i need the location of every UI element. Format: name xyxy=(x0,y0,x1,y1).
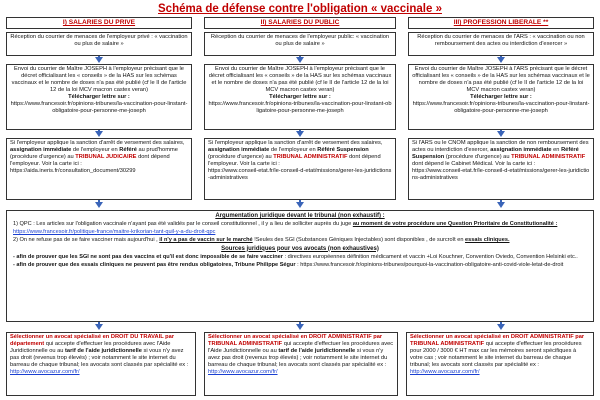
sanction-emphasis: Référé Suspension xyxy=(412,147,579,160)
lawyer-heading: Sélectionner un avocat spécialisé en DROIT ADMINISTRATIF par TRIBUNAL ADMINISTRATIF xyxy=(208,334,383,347)
lawyer-heading: Sélectionner un avocat spécialisé en DROIT ADMINISTRATIF par TRIBUNAL ADMINISTRATIF xyxy=(410,334,585,347)
lawyer-emphasis: tarif de l'aide juridictionnelle xyxy=(278,348,356,354)
flow-arrow xyxy=(95,57,103,63)
lawyer-text: qui accepte d'effectuer les procédures avec l'Aide Juridictionnelle ou au xyxy=(208,341,394,354)
map-link[interactable]: https://aida.ineris.fr/consultation_document/30299 xyxy=(10,168,136,174)
download-link[interactable]: https://www.francesoir.fr/opinions-tribunes/la-vaccination-pour-linstant-obligatoire-pour-personne-me-joseph xyxy=(208,101,392,114)
lawyer-text: si vous n'y avez pas droit (revenus trop élevés) ; voir notamment le site internet du barreau de chaque tribunal; les avocats sont classés par spécialité ex : xyxy=(10,348,189,368)
argument-text: !Seules des SGI (Substances Géniques Injectables) sont disponibles , de surcroît en xyxy=(252,237,466,244)
page-title: Schéma de défense contre l'obligation « vaccinale » xyxy=(158,3,442,15)
download-label: Télécharger lettre sur : xyxy=(470,94,532,100)
tribunal-name: TRIBUNAL ADMINISTRATIF xyxy=(273,154,348,160)
flow-arrow xyxy=(497,131,505,137)
lawyer-box-public xyxy=(204,332,398,396)
sanction-emphasis: assignation immédiate xyxy=(490,147,552,153)
tribunal-name: TRIBUNAL ADMINISTRATIF xyxy=(511,154,586,160)
sanction-emphasis: assignation immédiate xyxy=(10,147,72,153)
avocazur-link[interactable]: http://www.avocazur.com/fr/ xyxy=(410,369,480,375)
sanction-text: de l'employeur en xyxy=(269,147,318,153)
sources-title: Sources juridiques pour vos avocats (non exhaustives) xyxy=(221,245,379,252)
argument-emphasis: essais cliniques. xyxy=(465,237,510,244)
sanction-emphasis: Référé Suspension xyxy=(317,147,369,153)
flow-arrow xyxy=(296,57,304,63)
argument-point-2 xyxy=(13,237,587,244)
reception-box-liberale: Réception du courrier de menaces de l'ARS : « vaccination ou non remboursement des actes ou interdiction d'exercer » xyxy=(408,32,594,56)
flow-arrow xyxy=(296,131,304,137)
envoi-text: Envoi du courrier de Maître JOSEPH à l'ARS précisant que le décret officialisant les « conseils » de la HAS sur les schémas vaccinaux et le nombre de doses n'a pas été publié (cf le II de l'article 12 de la loi MCV macron castex veran) xyxy=(412,66,590,93)
column-header-label: II) SALARIES DU PUBLIC xyxy=(260,19,340,26)
argument-qpc xyxy=(13,221,587,236)
argument-text: 1) QPC : Les articles sur l'obligation vaccinale n'ayant pas été validés par le conseil constitutionnel , il y a lieu de solliciter auprès du juge xyxy=(13,221,353,228)
sanction-box-liberale xyxy=(408,138,594,200)
envoi-box-liberale xyxy=(408,64,594,130)
flow-arrow xyxy=(497,57,505,63)
sanction-text: dont dépend l'employeur. Voir la carte ici : xyxy=(208,154,381,167)
qpc-link[interactable]: https://www.francesoir.fr/politique-france/maitre-krikorian-tant-quil-y-a-du-droit-qpc xyxy=(13,228,216,235)
tribunal-name: TRIBUNAL JUDICAIRE xyxy=(75,154,137,160)
argument-title: Argumentation juridique devant le tribunal (non exhaustif) : xyxy=(215,213,385,219)
lawyer-heading: Sélectionner un avocat spécialisé en DROIT DU TRAVAIL par département xyxy=(10,334,175,347)
source-item-sgi xyxy=(13,254,587,261)
avocazur-link[interactable]: http://www.avocazur.com/fr/ xyxy=(208,369,278,375)
argument-text: 2) On ne refuse pas de se faire vacciner mais aujourd'hui , xyxy=(13,237,160,244)
lawyer-text: si vous n'y avez pas droit (revenus trop élevés) ; voir notamment le site internet du barreau de chaque tribunal; les avocats sont classés par spécialité ex : xyxy=(208,348,388,368)
argument-box xyxy=(6,210,594,322)
lawyer-emphasis: tarif de l'aide juridictionnelle xyxy=(65,348,142,354)
column-header-label: I) SALARIES DU PRIVE xyxy=(62,19,136,26)
sanction-text: de l'employeur en xyxy=(71,147,120,153)
map-link[interactable]: https://www.conseil-etat.fr/le-conseil-d-etat/missions/gerer-les-juridictions-administratives xyxy=(208,168,392,181)
sanction-text: Si l'employeur applique la sanction d'arrêt de versement des salaires, xyxy=(10,140,185,146)
sanction-text: (procédure d'urgence) au xyxy=(444,154,512,160)
lawyer-box-prive xyxy=(6,332,196,396)
flow-arrow xyxy=(497,202,505,208)
sanction-text: au prud'homme (procédure d'urgence) au xyxy=(10,147,178,160)
flow-arrow xyxy=(296,202,304,208)
sanction-text: Si l'employeur applique la sanction d'arrêt de versement des salaires, xyxy=(208,140,383,146)
lawyer-box-liberale xyxy=(406,332,594,396)
source-emphasis: - afin de prouver que des essais cliniques ne peuvent pas être rendus obligatoires, Tribune Philippe Ségur xyxy=(13,262,296,269)
column-header-liberale xyxy=(408,17,594,29)
download-label: Télécharger lettre sur : xyxy=(68,94,130,100)
envoi-box-public xyxy=(204,64,396,130)
flow-arrow xyxy=(497,324,505,330)
sanction-text: en xyxy=(551,147,562,153)
argument-emphasis: au moment de votre procédure une Question Prioritaire de Constitutionalité : xyxy=(352,221,558,228)
source-emphasis: - afin de prouver que les SGI ne sont pas des vaccins et qu'il est donc impossible de se faire vacciner xyxy=(13,254,283,261)
lawyer-text: qui accepte d'effectuer les procédures pour 2000 / 3000 € HT max car les mémoires seront spécifiques à votre cas ; voir notamment le site internet du barreau de chaque tribunal; les avocats sont classés par spécialité ex : xyxy=(410,341,582,368)
lawyer-text: qui accepte d'effectuer les procédures avec l'Aide Juridictionnelle ou au xyxy=(10,341,171,354)
column-header-public xyxy=(204,17,396,29)
download-link[interactable]: https://www.francesoir.fr/opinions-tribunes/la-vaccination-pour-linstant-obligatoire-pour-personne-me-joseph xyxy=(10,101,188,114)
column-header-label: III) PROFESSION LIBERALE ** xyxy=(453,19,549,26)
envoi-text: Envoi du courrier de Maître JOSEPH à l'employeur précisant que le décret officialisant les « conseils » de la HAS sur les schémas vaccinaux et le nombre de doses n'a pas été publié (cf le II de l'article 12 de la loi MCV macron castex veran) xyxy=(11,66,187,93)
sanction-text: dont dépend le Cabinet Médical. Voir la carte ici : xyxy=(412,161,536,167)
flow-arrow xyxy=(95,324,103,330)
flow-arrow xyxy=(95,202,103,208)
sanction-box-prive xyxy=(6,138,192,200)
reception-box-prive: Réception du courrier de menaces de l'employeur privé : « vaccination ou plus de salaire » xyxy=(6,32,192,56)
source-item-essais xyxy=(13,262,587,269)
sanction-text: Si l'ARS ou le CNOM applique la sanction de non remboursement des actes ou interdiction d'exercer, xyxy=(412,140,589,153)
sanction-text: (procédure d'urgence) au xyxy=(208,154,274,160)
flow-arrow xyxy=(296,324,304,330)
sanction-text: dont dépend l'employeur. Voir la carte ici : xyxy=(10,154,170,167)
sanction-box-public xyxy=(204,138,396,200)
envoi-box-prive xyxy=(6,64,192,130)
sanction-emphasis: Référé xyxy=(119,147,137,153)
map-link[interactable]: https://www.conseil-etat.fr/le-conseil-d-etat/missions/gerer-les-juridictions-administratives xyxy=(412,168,590,181)
source-link[interactable]: : https://www.francesoir.fr/opinions-tribunes/pourquoi-la-vaccination-obligatoire-anti-covid-viole-letat-de-droit xyxy=(295,262,564,269)
avocazur-link[interactable]: http://www.avocazur.com/fr/ xyxy=(10,369,80,375)
source-text: : directives européennes définition médicament et vaccin +Loi Kouchner, Convention Oviedo, Convention Helsinki etc.. xyxy=(282,254,578,261)
reception-box-public: Réception du courrier de menaces de l'employeur public: « vaccination ou plus de salaire » xyxy=(204,32,396,56)
flow-arrow xyxy=(95,131,103,137)
envoi-text: Envoi du courrier de Maître JOSEPH à l'employeur précisant que le décret officialisant les « conseils » de la HAS sur les schémas vaccinaux et le nombre de doses n'a pas été publié (cf le II de l'article 12 de la loi MCV macron castex veran) xyxy=(208,66,392,93)
argument-emphasis: il n'y a pas de vaccin sur le marché xyxy=(159,237,253,244)
sanction-emphasis: assignation immédiate xyxy=(208,147,270,153)
column-header-prive xyxy=(6,17,192,29)
download-label: Télécharger lettre sur : xyxy=(269,94,331,100)
download-link[interactable]: https://www.francesoir.fr/opinions-tribunes/la-vaccination-pour-linstant-obligatoire-pour-personne-me-joseph xyxy=(412,101,590,114)
